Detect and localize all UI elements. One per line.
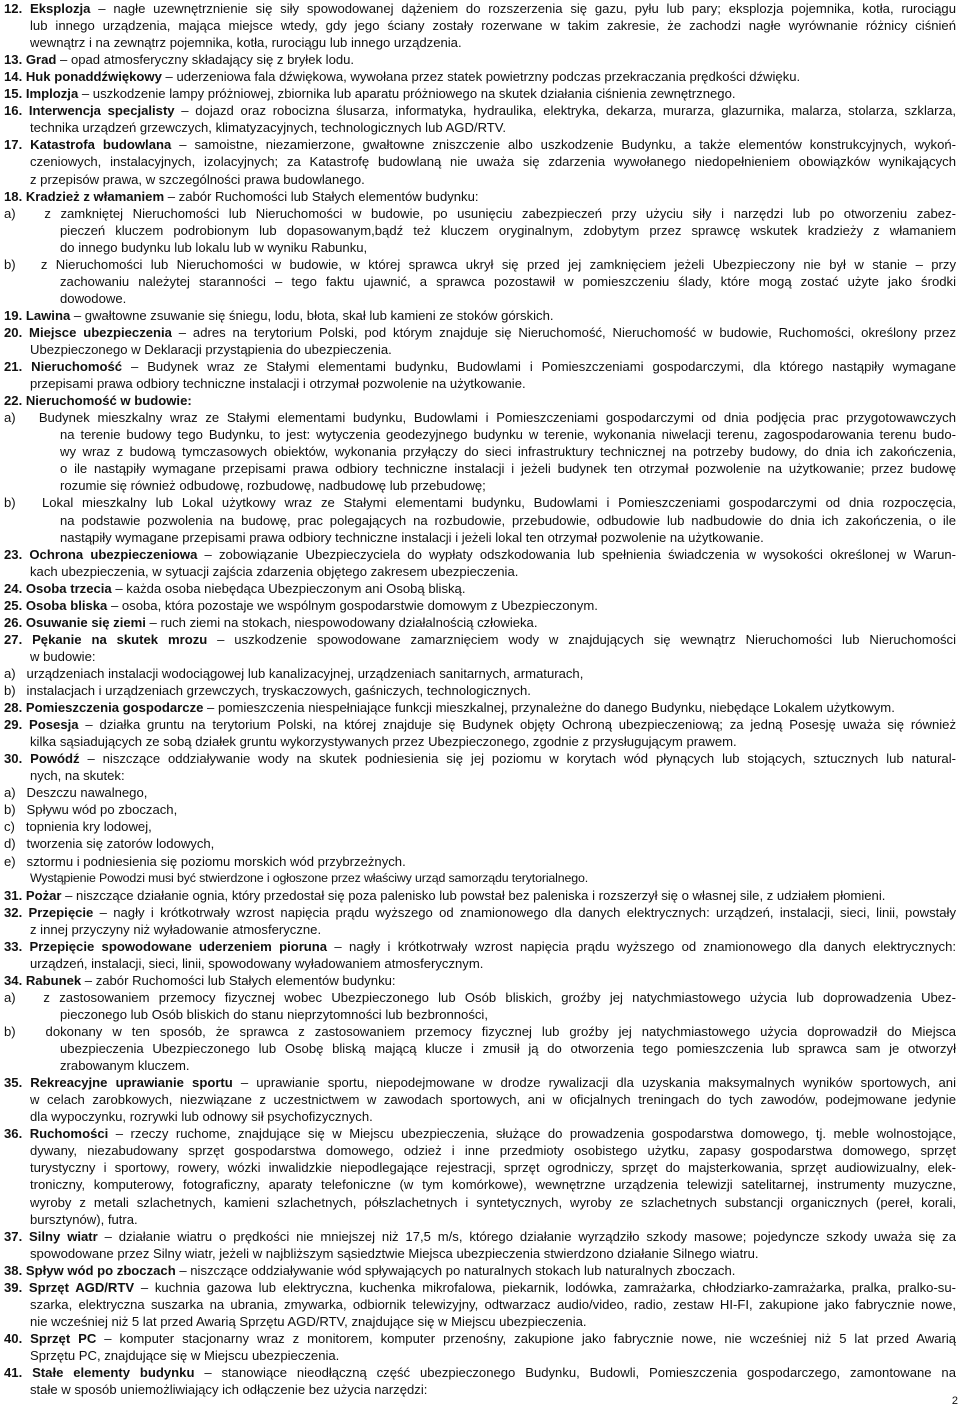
text-line: 28. Pomieszczenia gospodarcze – pomieszczenia niespełniające funkcji mieszkalnej, przynależne do danego Budynku, niebędące Lokalem użytkowym. — [4, 700, 895, 716]
text-line: 33. Przepięcie spowodowane uderzeniem pioruna – nagły i krótkotrwały wzrost napięcia prądu wyższego od znamionowego dla danych elektrycznych: — [4, 938, 956, 954]
text-line: 21. Nieruchomość – Budynek wraz ze Stałymi elementami budynku, Budowlami i Pomieszczeniami gospodarczymi, dla którego nastąpiły wymagane — [4, 359, 956, 375]
text-line: 26. Osuwanie się ziemi – ruch ziemi na stokach, niespowodowany działalnością człowieka. — [4, 614, 538, 630]
text-line: z przepisów prawa, w szczególności prawa budowlanego. — [30, 171, 365, 187]
text-line: nastąpiły wymagane przepisami prawa odbiory techniczne instalacji i jeżeli lokal ten otrzymał pozwolenie na użytkowanie. — [60, 529, 764, 545]
text-line: pieczonego lub Osób bliskich do stanu nieprzytomności lub bezbronności, — [60, 1006, 488, 1022]
text-line: 40. Sprzęt PC – komputer stacjonarny wraz z monitorem, komputer przenośny, zakupione jako fabrycznie nowe, nie wcześniej niż 5 lat przed Awarią — [4, 1330, 956, 1346]
page-number: 2 — [951, 1395, 958, 1407]
text-line: czeniowych, instalacyjnych, izolacyjnych; za Katastrofę budowlaną nie uważa się zdarzenia wywołanego niedopełnieniem obowiązków wynikających — [30, 154, 956, 170]
text-line: bursztynów), futra. — [30, 1211, 138, 1227]
text-line: a) Deszczu nawalnego, — [4, 785, 148, 801]
text-line: wyroby z metali szlachetnych, kamieni szlachetnych, półszlachetnych i syntetycznych, wyroby ze szlachetnych substancji organicznych (pereł, korali, — [30, 1194, 956, 1210]
text-line: o ile nastąpiły wymagane przepisami prawa odbiory techniczne instalacji i jeżeli budynek ten otrzymał pozwolenie na użytkowanie; przez budowę — [60, 461, 956, 477]
text-line: nych, na skutek: — [30, 768, 125, 784]
text-line: 38. Spływ wód po zboczach – niszczące oddziaływanie wód spływających po naturalnych stokach lub naturalnych zboczach. — [4, 1262, 736, 1278]
text-line: wy wraz z budową tymczasowych obiektów, wykonania przyłączy do sieci infrastruktury technicznej na potrzeby budowy, do dnia ich zakończenia, — [60, 444, 956, 460]
text-line: 39. Sprzęt AGD/RTV – kuchnia gazowa lub elektryczna, kuchenka mikrofalowa, piekarnik, lodówka, zamrażarka, chłodziarko-zamrażarka, pralka, pralko-su- — [4, 1279, 956, 1295]
text-line: 20. Miejsce ubezpieczenia – adres na terytorium Polski, pod którym znajduje się Nieruchomość, Nieruchomość w budowie, Ruchomości, określony przez — [4, 324, 956, 340]
text-line: 17. Katastrofa budowlana – samoistne, niezamierzone, gwałtowne zniszczenie albo uszkodzenie Budynku, a także elementów konstrukcyjnych, wykoń- — [4, 137, 956, 153]
text-line: dywany, niezabudowany sprzęt gospodarstwa domowego, odzież i inne przedmioty osobistego użytku, zapasy gospodarstwa domowego, sprzęt — [30, 1143, 956, 1159]
text-line: c) topnienia kry lodowej, — [4, 819, 152, 835]
text-line: 31. Pożar – niszczące działanie ognia, który przedostał się poza palenisko lub powstał bez paleniska i rozszerzył się o własnej sile, z udziałem płomieni. — [4, 887, 886, 903]
text-line: lub innego urządzenia, mająca miejsce wtedy, gdy jego ściany zostały rozerwane w takim zakresie, że zachodzi nagłe wyrównanie różnicy ciśnień — [30, 18, 956, 34]
text-line: turystyczny i sportowy, rowery, wózki inwalidzkie niepodlegające rejestracji, sprzęt ogrodniczy, sprzęt do majsterkowania, sprzęt audiowizualny, elek- — [30, 1160, 956, 1176]
text-line: nie wcześniej niż 5 lat przed Awarią Sprzętu AGD/RTV, znajdujące się w Miejscu ubezpieczenia. — [30, 1313, 587, 1329]
text-line: 37. Silny wiatr – działanie wiatru o prędkości nie mniejszej niż 17,5 m/s, którego działanie wyrządziło szkody masowe; pojedyncze szkody uważa się za — [4, 1228, 956, 1244]
text-line: e) sztormu i podniesienia się poziomu morskich wód przybrzeżnych. — [4, 853, 406, 869]
text-line: 19. Lawina – gwałtowne zsuwanie się śniegu, lodu, błota, skał lub kamieni ze stoków górskich. — [4, 307, 554, 323]
text-line: pieczeń kluczem podrobionym lub dopasowanym,bądź też kluczem oryginalnym, zdobytym przez sprawcę wskutek kradzieży z włamaniem — [60, 222, 956, 238]
text-line: na podstawie pozwolenia na budowę, prac polegających na rozbudowie, przebudowie, odbudowie lub nadbudowie do dnia ich zakończenia, o ile — [60, 512, 956, 528]
text-line: a) Budynek mieszkalny wraz ze Stałymi elementami budynku, Budowlami i Pomieszczeniami gospodarczymi od dnia podjęcia prac przygotowawczych — [4, 410, 956, 426]
text-line: dla wypoczynku, rozrywki lub odnowy sił psychofizycznych. — [30, 1109, 373, 1125]
text-line: stałe w sposób uniemożliwiający ich odłączenie bez użycia narzędzi: — [30, 1382, 428, 1398]
text-line: 41. Stałe elementy budynku – stanowiące nieodłączną część ubezpieczonego Budynku, Budowli, Pomieszczenia gospodarczego, zamontowane na — [4, 1365, 956, 1380]
text-line: kach ubezpieczenia, w sytuacji zajścia zdarzenia objętego zakresem ubezpieczenia. — [30, 563, 519, 579]
text-line: Ubezpieczonego w Deklaracji przystąpienia do ubezpieczenia. — [30, 342, 392, 357]
text-line: 29. Posesja – działka gruntu na terytorium Polski, na której znajduje się Budynek objęty Ochroną ubezpieczeniową; za jedną Posesję uważa się również — [4, 717, 956, 733]
text-line: 32. Przepięcie – nagły i krótkotrwały wzrost napięcia prądu wyższego od znamionowego dla danych elektrycznych: urządzeń, instalacji, sieci, linii, powstały — [4, 904, 956, 920]
text-line: 25. Osoba bliska – osoba, która pozostaje we wspólnym gospodarstwie domowym z Ubezpieczonym. — [4, 597, 598, 613]
text-line: przepisami prawa odbiory techniczne instalacji i otrzymał pozwolenie na użytkowanie. — [30, 376, 526, 392]
text-line: kilka sąsiadujących ze sobą działek gruntu wykorzystywanych przez Ubezpieczonego, zgodnie z przysługującym prawem. — [30, 734, 737, 750]
text-line: zachowaniu należytej staranności – tego faktu ujawnić, a sprawca pozostawił w pomieszczeniu ślady, które mogą zostać użyte jako środki — [60, 273, 956, 289]
text-line: 35. Rekreacyjne uprawianie sportu – uprawianie sportu, niepodejmowane w drodze rywalizacji dla uzyskania maksymalnych wyników sportowych, ani — [4, 1075, 956, 1091]
text-line: a) z zamkniętej Nieruchomości lub Nieruchomości w budowie, po usunięciu zabezpieczeń przy użyciu siły i narzędzi lub po otworzeniu zabez- — [4, 205, 956, 221]
text-line: szarka, elektryczna suszarka na ubrania, zmywarka, odbiornik telewizyjny, odtwarzacz audio/video, radio, zestaw HI-FI, zakupione jako fabrycznie nowe, — [30, 1296, 956, 1312]
text-line: 36. Ruchomości – rzeczy ruchome, znajdujące się w Miejscu ubezpieczenia, służące do prowadzenia gospodarstwa domowego, tj. meble wolnostojące, — [4, 1126, 956, 1142]
text-line: b) Spływu wód po zboczach, — [4, 802, 178, 818]
text-line: wewnątrz i na zewnątrz pojemnika, kotła, rurociągu lub innego urządzenia. — [30, 35, 462, 51]
text-line: do innego budynku lub lokalu lub w wyniku Rabunku, — [60, 239, 368, 255]
text-line: 14. Huk ponaddźwiękowy – uderzeniowa fala dźwiękowa, wywołana przez statek powietrzny podczas przekraczania prędkości dźwięku. — [4, 69, 801, 85]
text-line: 23. Ochrona ubezpieczeniowa – zobowiązanie Ubezpieczyciela do wypłaty odszkodowania lub spełnienia świadczenia w wysokości określonej w Warun- — [4, 546, 956, 562]
text-line: w celach zarobkowych, niezwiązane z uczestnictwem w zawodach sportowych, ani w oficjalnych treningach do tych zawodów, podejmowane jedynie — [30, 1092, 956, 1108]
text-line: a) z zastosowaniem przemocy fizycznej wobec Ubezpieczonego lub Osób bliskich, groźby jej natychmiastowego użycia lub doprowadzenia Ubez- — [4, 989, 956, 1005]
text-line: b) z Nieruchomości lub Nieruchomości w budowie, w której sprawca ukrył się przed jej zamknięciem jeżeli Ubezpieczony nie był w stanie – przy — [4, 256, 956, 272]
text-line: 18. Kradzież z włamaniem – zabór Ruchomości lub Stałych elementów budynku: — [4, 188, 479, 204]
text-line: 12. Eksplozja – nagłe uzewnętrznienie się siły spowodowanej dążeniem do rozszerzenia się gazu, pyłu lub pary; eksplozja pojemnika, kotła, rurociągu — [4, 1, 956, 16]
text-line: 34. Rabunek – zabór Ruchomości lub Stałych elementów budynku: — [4, 972, 396, 988]
text-line: urządzeń, instalacji, sieci, linii, spowodowany wyładowaniem atmosferycznym. — [30, 955, 484, 971]
text-line: Sprzętu PC, znajdujące się w Miejscu ubezpieczenia. — [30, 1347, 340, 1363]
text-line: b) Lokal mieszkalny lub Lokal użytkowy wraz ze Stałymi elementami budynku, Budowlami i Pomieszczeniami gospodarczymi od dnia rozpoczęcia, — [4, 495, 956, 511]
text-line: Wystąpienie Powodzi musi być stwierdzone i ogłoszone przez właściwy urząd samorządu terytorialnego. — [30, 870, 589, 885]
text-line: 27. Pękanie na skutek mrozu – uszkodzenie spowodowane zamarznięciem wody w znajdujących się wewnątrz Nieruchomości lub Nieruchomości — [4, 631, 956, 647]
text-line: 15. Implozja – uszkodzenie lampy próżniowej, zbiornika lub aparatu próżniowego na skutek działania ciśnienia zewnętrznego. — [4, 86, 736, 102]
text-line: 16. Interwencja specjalisty – dojazd oraz robocizna ślusarza, informatyka, hydraulika, elektryka, dekarza, murarza, glazurnika, malarza, stolarza, szklarza, — [4, 103, 956, 119]
text-line: 30. Powódź – niszczące oddziaływanie wody na skutek podniesienia się jej poziomu w korytach wód płynących lub stojących, sztucznych lub natural- — [4, 751, 956, 767]
text-line: w budowie: — [30, 648, 96, 664]
text-line: b) instalacjach i urządzeniach grzewczych, tryskaczowych, gaśniczych, technologicznych. — [4, 683, 531, 698]
text-line: na terenie budowy tego Budynku, to jest: wytyczenia geodezyjnego budynku w terenie, wykonania niwelacji terenu, zagospodarowania terenu budo- — [60, 427, 956, 443]
text-line: dowodowe. — [60, 290, 127, 306]
text-line: z innej przyczyny niż wyładowanie atmosferyczne. — [30, 921, 322, 937]
text-line: b) dokonany w ten sposób, że sprawca z zastosowaniem przemocy fizycznej lub groźby jej natychmiastowego użycia doprowadził do Miejsca — [4, 1024, 956, 1039]
text-line: 24. Osoba trzecia – każda osoba niebędąca Ubezpieczonym ani Osobą bliską. — [4, 580, 466, 596]
text-line: a) urządzeniach instalacji wodociągowej lub kanalizacyjnej, urządzeniach sanitarnych, armaturach, — [4, 665, 584, 681]
text-line: troniczny, komputerowy, fotograficzny, aparaty telefoniczne (w tym komórkowe), wewnętrzne urządzenia telewizji satelitarnej, instrumenty muzyczne, — [30, 1177, 956, 1193]
text-line: zrabowanym kluczem. — [60, 1058, 190, 1074]
text-line: technika urządzeń grzewczych, klimatyzacyjnych, technologicznych lub AGD/RTV. — [30, 120, 506, 136]
text-line: ubezpieczenia Ubezpieczonego lub Osobę bliską mającą klucze i zmusił ją do otworzenia tego pomieszczenia lub sprawca sam je otworzył — [60, 1041, 956, 1057]
text-line: 22. Nieruchomość w budowie: — [4, 393, 192, 409]
text-line: rozumie się również odbudowę, rozbudowę, nadbudowę lub przebudowę; — [60, 478, 486, 494]
text-line: d) tworzenia się zatorów lodowych, — [4, 836, 215, 852]
text-line: 13. Grad – opad atmosferyczny składający się z bryłek lodu. — [4, 52, 355, 68]
text-line: spowodowane przez Silny wiatr, jeżeli w najbliższym sąsiedztwie Miejsca ubezpieczenia stwierdzono działanie Silnego wiatru. — [30, 1245, 759, 1261]
